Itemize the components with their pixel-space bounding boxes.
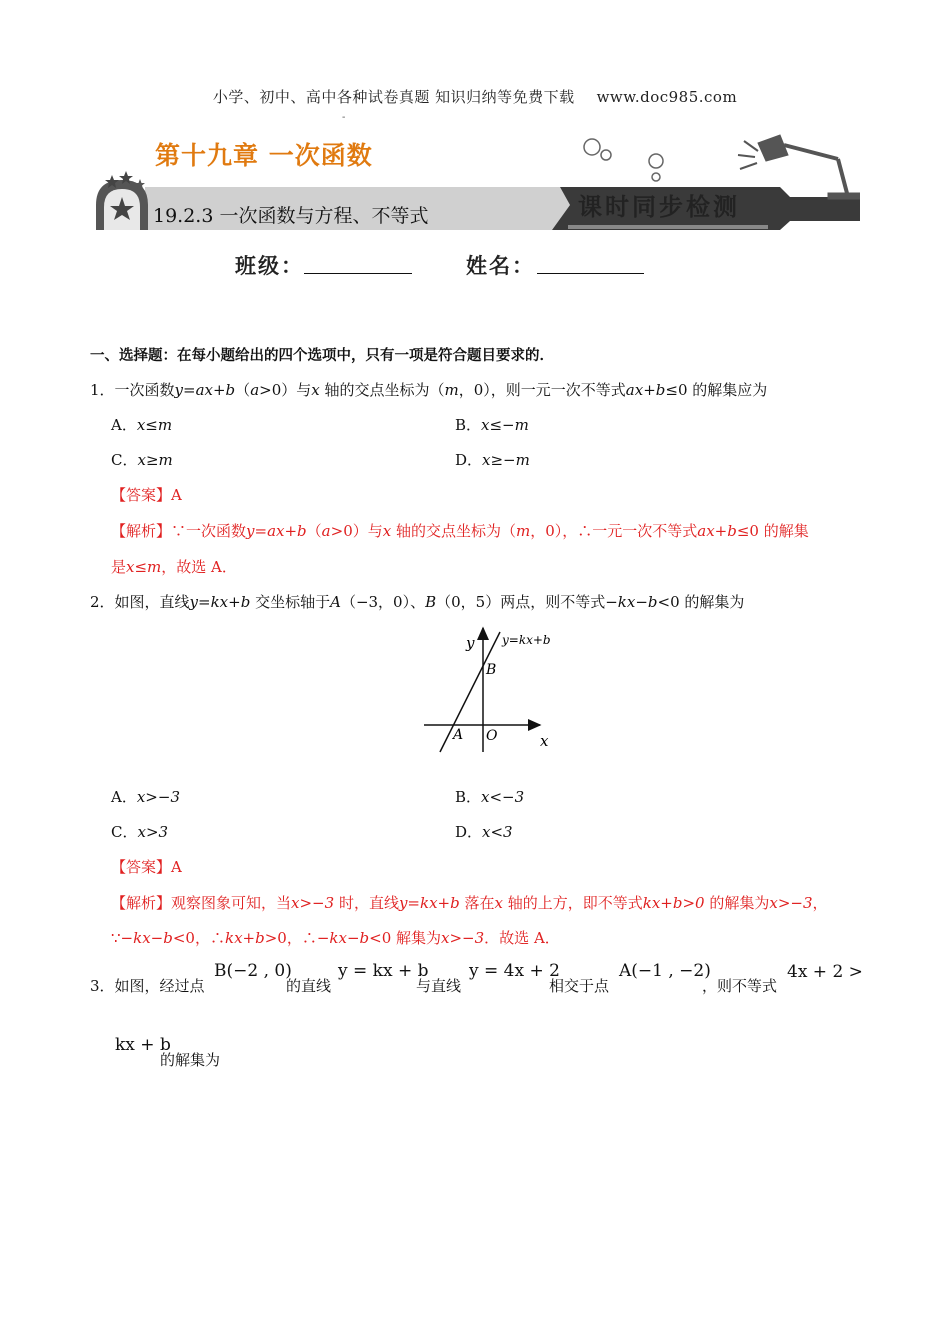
q3-stem-a: 3．如图，经过点 <box>90 977 205 995</box>
bubble-icon <box>649 154 663 168</box>
name-label: 姓名： <box>466 254 535 278</box>
q1-option-d[interactable]: D．x≥−m <box>455 451 530 469</box>
name-field[interactable] <box>537 249 644 274</box>
class-field[interactable] <box>304 249 412 274</box>
site-header <box>0 86 950 107</box>
bubble-icon <box>601 150 611 160</box>
q3-stem-d: 相交于点 <box>549 977 610 995</box>
header-dot: - <box>342 112 346 123</box>
q3-point-a: A(−1 , −2) <box>619 961 711 981</box>
q1-option-b[interactable]: B．x≤−m <box>455 416 529 434</box>
q2-analysis-line2: ∵−kx−b<0，∴kx+b>0，∴−kx−b<0 解集为x>−3．故选 A． <box>111 929 560 947</box>
q3-stem-e: ，则不等式 <box>702 977 778 995</box>
q1-stem: 1．一次函数y=ax+b（a>0）与x 轴的交点坐标为（m，0），则一元一次不等式ax+b≤0 的解集应为 <box>90 381 768 399</box>
q3-inequality-right: kx + b <box>115 1035 171 1055</box>
q3-stem-f: 的解集为 <box>160 1051 221 1069</box>
site-url[interactable]: www.doc985.com <box>596 88 738 106</box>
q2-option-d[interactable]: D．x<3 <box>455 823 513 841</box>
q2-option-c[interactable]: C．x>3 <box>111 823 169 841</box>
bubble-icon <box>584 139 600 155</box>
q3-inequality-left: 4x + 2 > <box>787 962 863 982</box>
y-axis-label: y <box>466 634 475 652</box>
point-b-label: B <box>486 662 497 678</box>
x-axis-label: x <box>540 732 549 750</box>
q1-answer: 【答案】A <box>111 486 182 504</box>
q1-analysis-line2: 是x≤m，故选 A． <box>111 558 237 576</box>
q2-option-b[interactable]: B．x<−3 <box>455 788 525 806</box>
section-title: 19.2.3 一次函数与方程、不等式 <box>153 205 429 227</box>
q2-analysis-line1: 【解析】观察图象可知，当x>−3 时，直线y=kx+b 落在x 轴的上方，即不等式kx+b>0 的解集为x>−3， <box>111 894 828 912</box>
q3-stem-b: 的直线 <box>286 977 332 995</box>
q2-option-a[interactable]: A．x>−3 <box>111 788 180 806</box>
q3-line-1: y = kx + b <box>338 961 429 981</box>
q2-answer: 【答案】A <box>111 858 182 876</box>
site-header-text: 小学、初中、高中各种试卷真题 知识归纳等免费下载 <box>212 88 575 106</box>
q1-option-c[interactable]: C．x≥m <box>111 451 173 469</box>
bubble-icon <box>652 173 660 181</box>
q3-stem-c: 与直线 <box>416 977 462 995</box>
q3-point-b: B(−2 , 0) <box>214 961 292 981</box>
q1-option-a[interactable]: A．x≤m <box>111 416 173 434</box>
chapter-title: 第十九章 一次函数 <box>155 141 373 170</box>
point-a-label: A <box>453 727 464 743</box>
section-heading: 一、选择题：在每小题给出的四个选项中，只有一项是符合题目要求的． <box>90 348 554 364</box>
q2-stem: 2．如图，直线y=kx+b 交坐标轴于A（−3，0）、B（0，5）两点，则不等式−kx−b<0 的解集为 <box>90 593 745 611</box>
class-label: 班级： <box>235 254 304 278</box>
q2-figure <box>420 622 560 757</box>
sync-label: 课时同步检测 <box>578 193 740 221</box>
line-label: y=kx+b <box>502 633 551 647</box>
origin-label: O <box>486 728 498 744</box>
q1-analysis-line1: 【解析】∵一次函数y=ax+b（a>0）与x 轴的交点坐标为（m，0），∴一元一次不等式ax+b≤0 的解集 <box>111 522 809 540</box>
banner-stripe <box>568 225 768 229</box>
q3-line-2: y = 4x + 2 <box>469 961 560 981</box>
